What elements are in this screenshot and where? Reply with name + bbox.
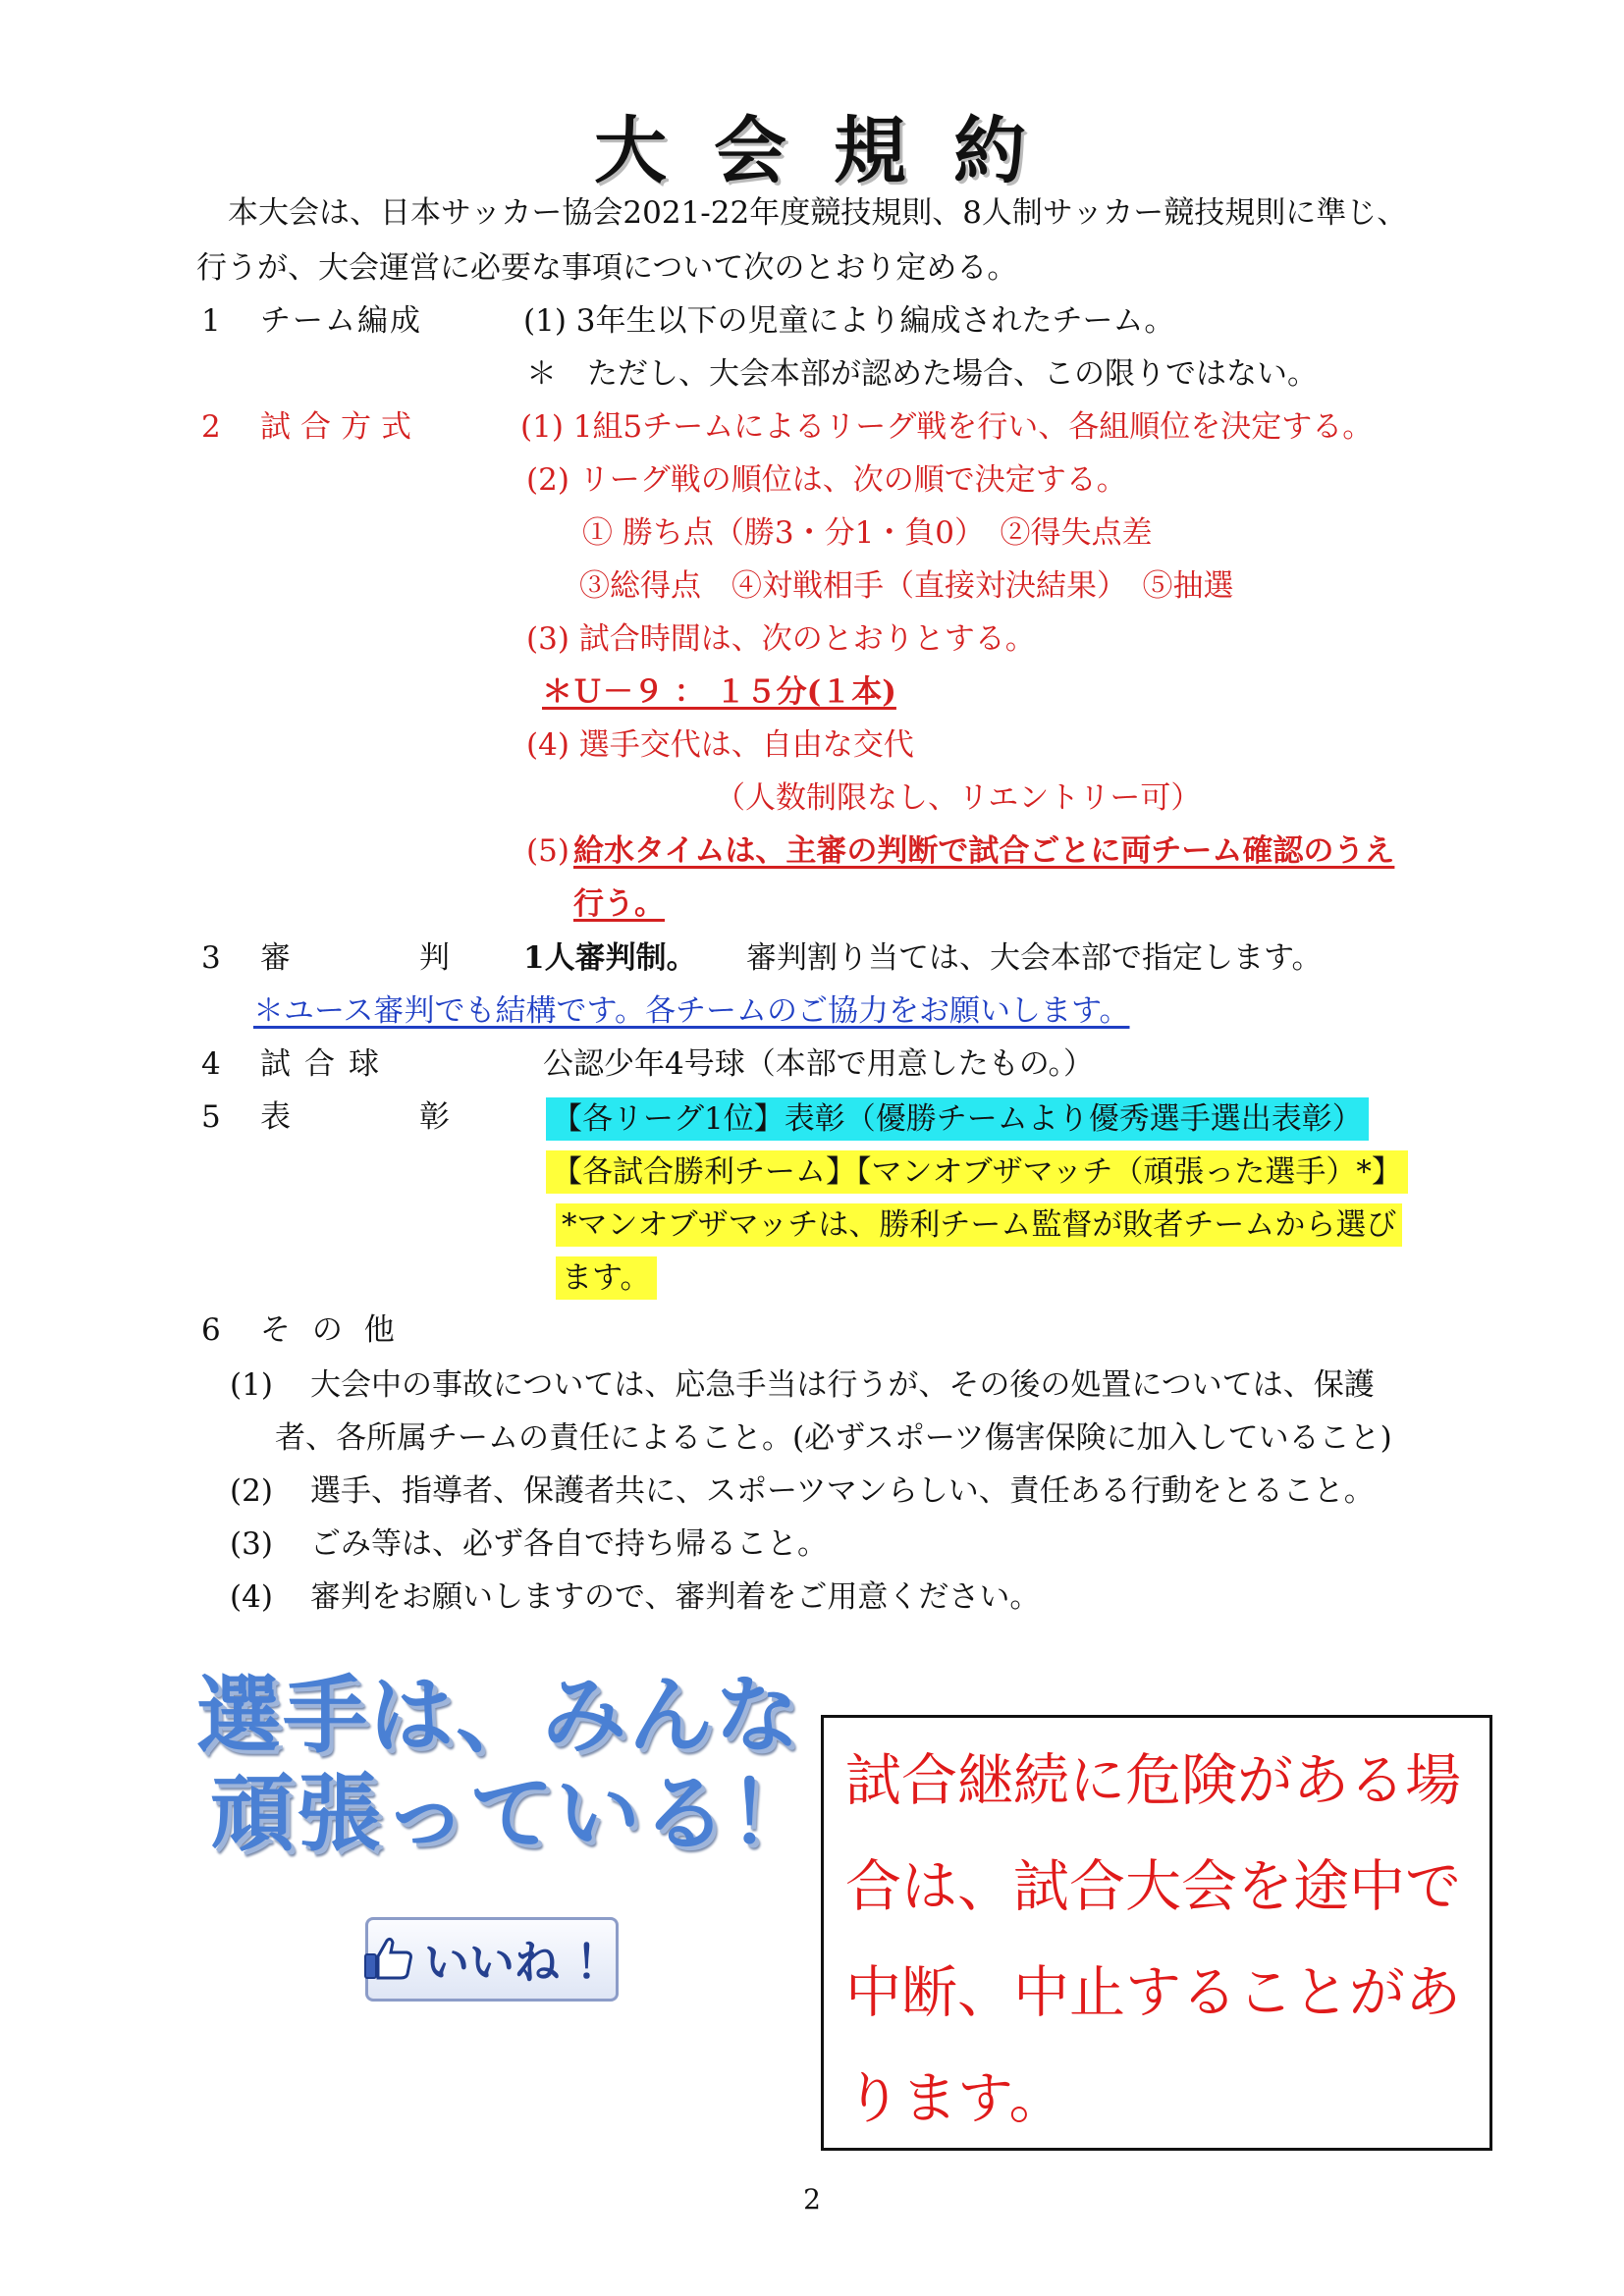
section-4-number: 4 [201, 1046, 221, 1082]
section-6-item-text-cont: 者、各所属チームの責任によること。(必ずスポーツ傷害保険に加入していること) [275, 1420, 1392, 1456]
section-6-item-number: (2) [230, 1473, 273, 1509]
section-5-match-award: 【各試合勝利チーム】【マンオブザマッチ（頑張った選手）*】 [546, 1150, 1408, 1194]
section-6-heading: そ の 他 [260, 1312, 401, 1348]
section-2-water-break: 給水タイムは、主審の判断で試合ごとに両チーム確認のうえ [573, 833, 1395, 869]
section-6-item-text: 選手、指導者、保護者共に、スポーツマンらしい、責任ある行動をとること。 [310, 1473, 1375, 1509]
page-title: 大会規約 [594, 109, 1073, 193]
section-6-item-number: (1) [230, 1367, 273, 1403]
warning-text: 試合継続に危険がある場合は、試合大会を途中で中断、中止することがあります。 [845, 1748, 1461, 2131]
section-5-number: 5 [201, 1099, 221, 1135]
section-6-item-text: ごみ等は、必ず各自で持ち帰ること。 [310, 1526, 828, 1562]
section-2-line-4: ③総得点 ④対戦相手（直接対決結果） ⑤抽選 [579, 568, 1234, 604]
section-2-water-break-cont: 行う。 [573, 886, 665, 922]
page-number: 2 [803, 2183, 821, 2216]
section-5-heading: 表 彰 [260, 1099, 499, 1135]
section-5-league-award: 【各リーグ1位】表彰（優勝チームより優秀選手選出表彰） [546, 1097, 1369, 1141]
section-3-youth-note: ＊ユース審判でも結構です。各チームのご協力をお願いします。 [253, 993, 1130, 1029]
section-2-line-9-number: (5) [526, 833, 569, 869]
section-1-number: 1 [201, 303, 221, 339]
section-2-line-1: (1) 1組5チームによるリーグ戦を行い、各組順位を決定する。 [520, 409, 1374, 445]
section-2-line-3: ① 勝ち点（勝3・分1・負0） ②得失点差 [582, 515, 1153, 551]
section-1-line-2: ＊ ただし、大会本部が認めた場合、この限りではない。 [526, 356, 1318, 392]
section-4-heading: 試合球 [260, 1046, 393, 1082]
section-3-referee-system: 1人審判制。 [523, 940, 697, 976]
section-3-assignment: 審判割り当ては、大会本部で指定します。 [746, 940, 1323, 976]
section-1-line-1: (1) 3年生以下の児童により編成されたチーム。 [523, 303, 1175, 339]
slogan-line-2: 頑張っている！ [210, 1765, 815, 1863]
intro-line-2: 行うが、大会運営に必要な事項について次のとおり定める。 [196, 250, 1018, 286]
section-6-number: 6 [201, 1312, 221, 1348]
warning-box [821, 1715, 1492, 2151]
section-5-mom-note-cont: ます。 [556, 1256, 657, 1300]
section-4-ball: 公認少年4号球（本部で用意したもの。） [543, 1046, 1094, 1082]
section-3-heading: 審 判 [260, 940, 499, 976]
section-2-line-2: (2) リーグ戦の順位は、次の順で決定する。 [526, 462, 1127, 498]
thumbs-up-icon [363, 1935, 414, 1984]
section-1-heading: チーム編成 [260, 303, 422, 339]
section-2-line-7: (4) 選手交代は、自由な交代 [526, 727, 914, 763]
intro-line-1: 本大会は、日本サッカー協会2021-22年度競技規則、8人制サッカー競技規則に準じ、 [228, 195, 1408, 231]
like-label: いいね ！ [424, 1936, 622, 1989]
like-button[interactable] [365, 1917, 622, 2002]
section-2-number: 2 [201, 409, 221, 445]
section-6-item-number: (3) [230, 1526, 273, 1562]
section-2-line-8: （人数制限なし、リエントリー可） [715, 780, 1202, 816]
section-6-item-number: (4) [230, 1579, 273, 1615]
section-3-number: 3 [201, 940, 221, 976]
section-5-mom-note: *マンオブザマッチは、勝利チーム監督が敗者チームから選び [556, 1203, 1402, 1247]
slogan-line-1: 選手は、みんな [196, 1667, 801, 1765]
section-2-line-5: (3) 試合時間は、次のとおりとする。 [526, 621, 1036, 657]
section-2-match-time: ＊Ｕ－９ ： １５分(１本) [542, 674, 896, 710]
section-6-item-text: 大会中の事故については、応急手当は行うが、その後の処置については、保護 [310, 1367, 1375, 1403]
section-2-heading: 試合方式 [260, 409, 421, 445]
section-6-item-text: 審判をお願いしますので、審判着をご用意ください。 [310, 1579, 1041, 1615]
